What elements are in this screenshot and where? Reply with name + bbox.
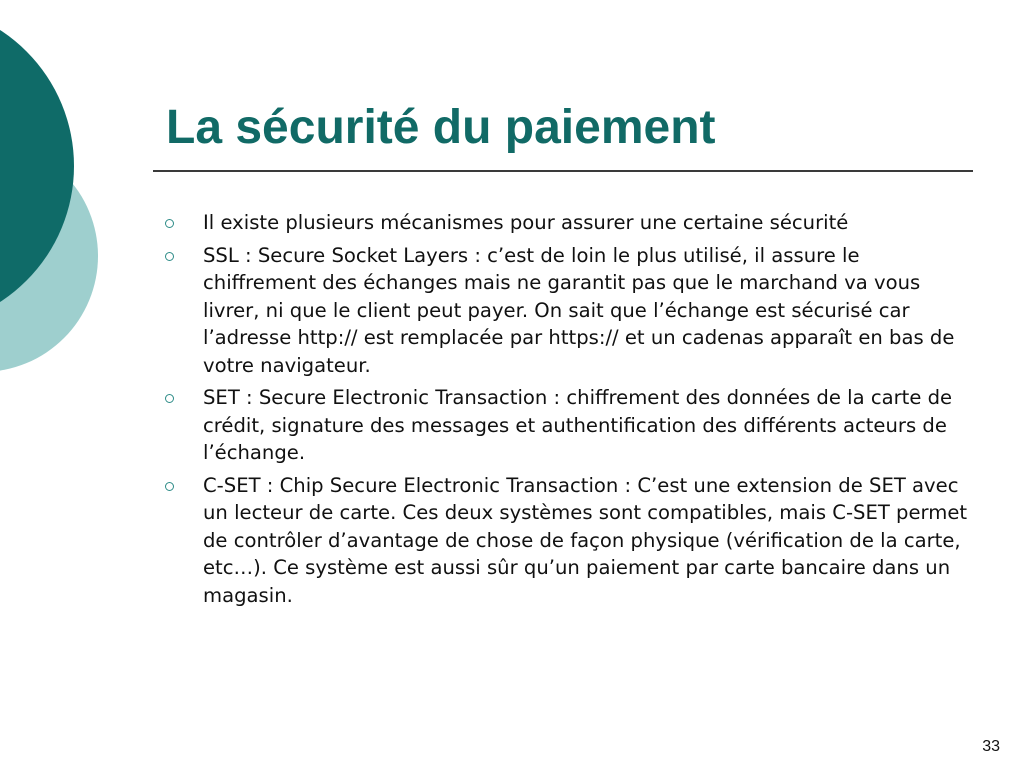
bullet-item-cset [160,472,972,610]
bullet-circle-icon [165,219,174,228]
bullet-text-intro: Il existe plusieurs mécanismes pour assurer une certaine sécurité [203,211,849,234]
bullet-text-set: SET : Secure Electronic Transaction : chiffrement des données de la carte de crédit, signature des messages et authentification des différents acteurs de l’échange. [203,386,953,464]
bullet-circle-icon [165,394,174,403]
bullet-circle-icon [165,482,174,491]
decorative-circles [0,0,110,410]
bullet-item-set [160,384,972,467]
title-underline [153,170,973,172]
page-number: 33 [982,738,1000,755]
bullet-circle-icon [165,252,174,261]
slide-title: La sécurité du paiement [166,101,716,154]
bullet-item-intro [160,209,972,237]
bullet-text-ssl: SSL : Secure Socket Layers : c’est de loin le plus utilisé, il assure le chiffrement des échanges mais ne garantit pas que le marchand va vous livrer, ni que le client peut payer. On sait que l’échange est sécurisé car l’adresse http:// est remplacée par https:// et un cadenas apparaît en bas de votre navigateur. [203,243,955,377]
bullet-text-cset: C-SET : Chip Secure Electronic Transaction : C’est une extension de SET avec un lecteur de carte. Ces deux systèmes sont compatibles, mais C-SET permet de contrôler d’avantage de chose de façon physique (vérification de la carte, etc…). Ce système est aussi sûr qu’un paiement par carte bancaire dans un magasin. [203,473,968,607]
bullet-list [160,209,972,614]
bullet-item-ssl [160,242,972,380]
